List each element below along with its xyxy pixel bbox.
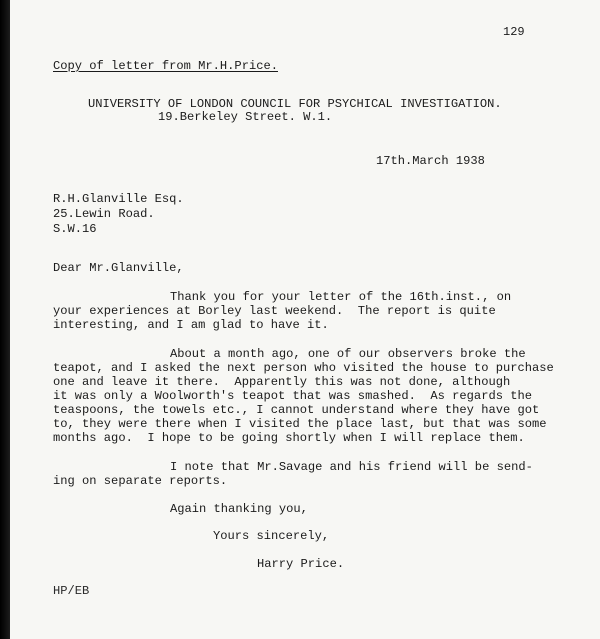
salutation: Dear Mr.Glanville, [53, 261, 184, 275]
paragraph-line: Thank you for your letter of the 16th.inst., on [170, 290, 512, 304]
copy-heading: Copy of letter from Mr.H.Price. [53, 59, 278, 73]
paragraph-line: it was only a Woolworth's teapot that was smashed. As regards the [53, 389, 532, 403]
reference-initials: HP/EB [53, 584, 90, 598]
paragraph-line: one and leave it there. Apparently this was not done, although [53, 375, 511, 389]
paragraph-line: to, they were there when I visited the place last, but that was some [53, 417, 547, 431]
paragraph-line: your experiences at Borley last weekend. The report is quite [53, 304, 496, 318]
page-number: 129 [503, 25, 525, 39]
scan-left-border [0, 0, 10, 639]
letterhead-line-2: 19.Berkeley Street. W.1. [158, 110, 333, 124]
closing-valediction: Yours sincerely, [213, 529, 330, 543]
paragraph-line: I note that Mr.Savage and his friend will be send- [170, 460, 533, 474]
paragraph-line: interesting, and I am glad to have it. [53, 318, 329, 332]
letter-date: 17th.March 1938 [376, 154, 485, 168]
paragraph-line: ing on separate reports. [53, 474, 228, 488]
paragraph-line: teaspoons, the towels etc., I cannot understand where they have got [53, 403, 540, 417]
paragraph-line: months ago. I hope to be going shortly when I will replace them. [53, 431, 525, 445]
recipient-name: R.H.Glanville Esq. [53, 192, 184, 206]
paragraph-line: About a month ago, one of our observers broke the [170, 347, 526, 361]
letterhead-line-1: UNIVERSITY OF LONDON COUNCIL FOR PSYCHICAL INVESTIGATION. [88, 97, 502, 111]
closing-thanks: Again thanking you, [170, 502, 308, 516]
paragraph-line: teapot, and I asked the next person who visited the house to purchase [53, 361, 554, 375]
recipient-street: 25.Lewin Road. [53, 207, 155, 221]
letter-page [10, 0, 600, 639]
recipient-district: S.W.16 [53, 222, 97, 236]
signature-name: Harry Price. [257, 557, 345, 571]
